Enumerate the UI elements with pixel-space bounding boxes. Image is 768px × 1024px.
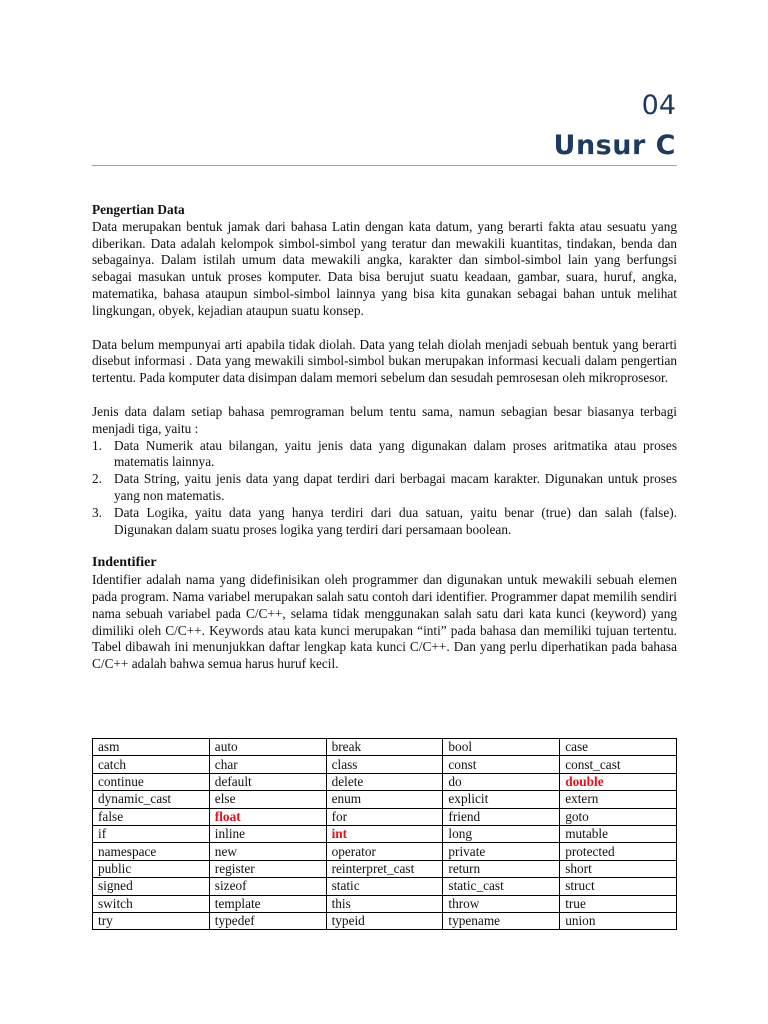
data-type-list <box>92 438 677 539</box>
table-cell: inline <box>209 825 326 842</box>
table-cell: sizeof <box>209 878 326 895</box>
table-cell: public <box>93 860 210 877</box>
table-cell: operator <box>326 843 443 860</box>
table-cell: true <box>560 895 677 912</box>
paragraph: Jenis data dalam setiap bahasa pemrograman belum tentu sama, namun sebagian besar biasanya terbagi menjadi tiga, yaitu : <box>92 403 677 436</box>
chapter-title: Unsur C <box>553 130 676 161</box>
list-number: 2. <box>92 471 102 487</box>
table-cell: do <box>443 773 560 790</box>
table-cell: float <box>209 808 326 825</box>
table-cell: signed <box>93 878 210 895</box>
table-cell: const <box>443 756 560 773</box>
table-cell: if <box>93 825 210 842</box>
table-cell: delete <box>326 773 443 790</box>
keywords-table <box>92 738 677 930</box>
body-text <box>92 202 677 673</box>
table-cell: long <box>443 825 560 842</box>
table-cell: return <box>443 860 560 877</box>
table-cell: class <box>326 756 443 773</box>
table-row <box>93 825 677 842</box>
paragraph: Identifier adalah nama yang didefinisikan oleh programmer dan digunakan untuk mewakili sebuah elemen pada program. Nama variabel merupakan salah satu contoh dari identifier. Programmer dapat memilih sendiri nama sebuah variabel pada C/C++, selama tidak menggunakan salah satu dari kata kunci (keyword) yang dimiliki oleh C/C++. Keywords atau kata kunci merupakan “inti” pada bahasa dan memiliki tujuan tertentu. Tabel dibawah ini menunjukkan daftar lengkap kata kunci C/C++. Dan yang perlu diperhatikan pada bahasa C/C++ adalah bahwa semua harus huruf kecil. <box>92 572 677 672</box>
table-cell: typename <box>443 912 560 929</box>
table-cell: new <box>209 843 326 860</box>
table-cell: auto <box>209 739 326 756</box>
table-cell: goto <box>560 808 677 825</box>
table-cell: struct <box>560 878 677 895</box>
list-text: Data Logika, yaitu data yang hanya terdiri dari dua satuan, yaitu benar (true) dan salah (false). Digunakan dalam suatu proses logika yang terdiri dari persamaan boolean. <box>114 504 677 537</box>
section-heading-identifier: Indentifier <box>92 555 157 571</box>
list-text: Data String, yaitu jenis data yang dapat terdiri dari berbagai macam karakter. Digunakan untuk proses yang non matematis. <box>114 471 677 503</box>
section-heading-pengertian-data: Pengertian Data <box>92 202 185 217</box>
paragraph: Data merupakan bentuk jamak dari bahasa Latin dengan kata datum, yang berarti fakta atau sesuatu yang diberikan. Data adalah kelompok simbol-simbol yang teratur dan mewakili kuantitas, tindakan, benda dan sebagainya. Dalam istilah umum data mewakili angka, karakter dan simbol-simbol lain yang berfungsi sebagai masukan untuk proses komputer. Data bisa berujut suatu keadaan, gambar, suara, huruf, angka, matematika, bahasa ataupun simbol-simbol lainnya yang bisa kita gunakan sebagai bahan untuk melihat lingkungan, obyek, kejadian ataupun suatu konsep. <box>92 218 677 318</box>
table-cell: union <box>560 912 677 929</box>
table-row <box>93 808 677 825</box>
table-cell: extern <box>560 791 677 808</box>
table-cell: else <box>209 791 326 808</box>
table-row <box>93 843 677 860</box>
table-row <box>93 739 677 756</box>
table-row <box>93 912 677 929</box>
table-cell: static <box>326 878 443 895</box>
table-cell: register <box>209 860 326 877</box>
table-cell: typeid <box>326 912 443 929</box>
table-cell: const_cast <box>560 756 677 773</box>
list-item <box>92 438 677 472</box>
table-cell: catch <box>93 756 210 773</box>
list-text: Data Numerik atau bilangan, yaitu jenis data yang digunakan dalam proses aritmatika atau proses matematis lainnya. <box>114 437 677 470</box>
table-cell: explicit <box>443 791 560 808</box>
table-cell: asm <box>93 739 210 756</box>
table-cell: try <box>93 912 210 929</box>
list-number: 1. <box>92 437 102 453</box>
table-cell: switch <box>93 895 210 912</box>
list-item <box>92 471 677 505</box>
table-row <box>93 791 677 808</box>
table-cell: namespace <box>93 843 210 860</box>
table-cell: short <box>560 860 677 877</box>
table-cell: bool <box>443 739 560 756</box>
table-cell: reinterpret_cast <box>326 860 443 877</box>
table-cell: mutable <box>560 825 677 842</box>
table-cell: default <box>209 773 326 790</box>
table-row <box>93 878 677 895</box>
paragraph: Data belum mempunyai arti apabila tidak diolah. Data yang telah diolah menjadi sebuah bentuk yang berarti disebut informasi . Data yang mewakili simbol-simbol bukan merupakan informasi kecuali dalam pengertian tertentu. Pada komputer data disimpan dalam memori sebelum dan sesudah pemrosesan oleh mikroprosesor. <box>92 336 677 386</box>
table-cell: throw <box>443 895 560 912</box>
table-cell: this <box>326 895 443 912</box>
table-cell: for <box>326 808 443 825</box>
chapter-number: 04 <box>641 90 676 121</box>
table-cell: dynamic_cast <box>93 791 210 808</box>
table-cell: char <box>209 756 326 773</box>
table-cell: enum <box>326 791 443 808</box>
table-row <box>93 895 677 912</box>
table-cell: false <box>93 808 210 825</box>
table-cell: case <box>560 739 677 756</box>
title-divider <box>92 165 677 166</box>
table-cell: template <box>209 895 326 912</box>
table-cell: typedef <box>209 912 326 929</box>
table-cell: int <box>326 825 443 842</box>
table-cell: friend <box>443 808 560 825</box>
table-cell: double <box>560 773 677 790</box>
table-cell: protected <box>560 843 677 860</box>
table-cell: private <box>443 843 560 860</box>
table-cell: break <box>326 739 443 756</box>
table-row <box>93 773 677 790</box>
list-number: 3. <box>92 504 102 520</box>
table-row <box>93 860 677 877</box>
table-row <box>93 756 677 773</box>
table-cell: continue <box>93 773 210 790</box>
list-item <box>92 505 677 539</box>
table-cell: static_cast <box>443 878 560 895</box>
